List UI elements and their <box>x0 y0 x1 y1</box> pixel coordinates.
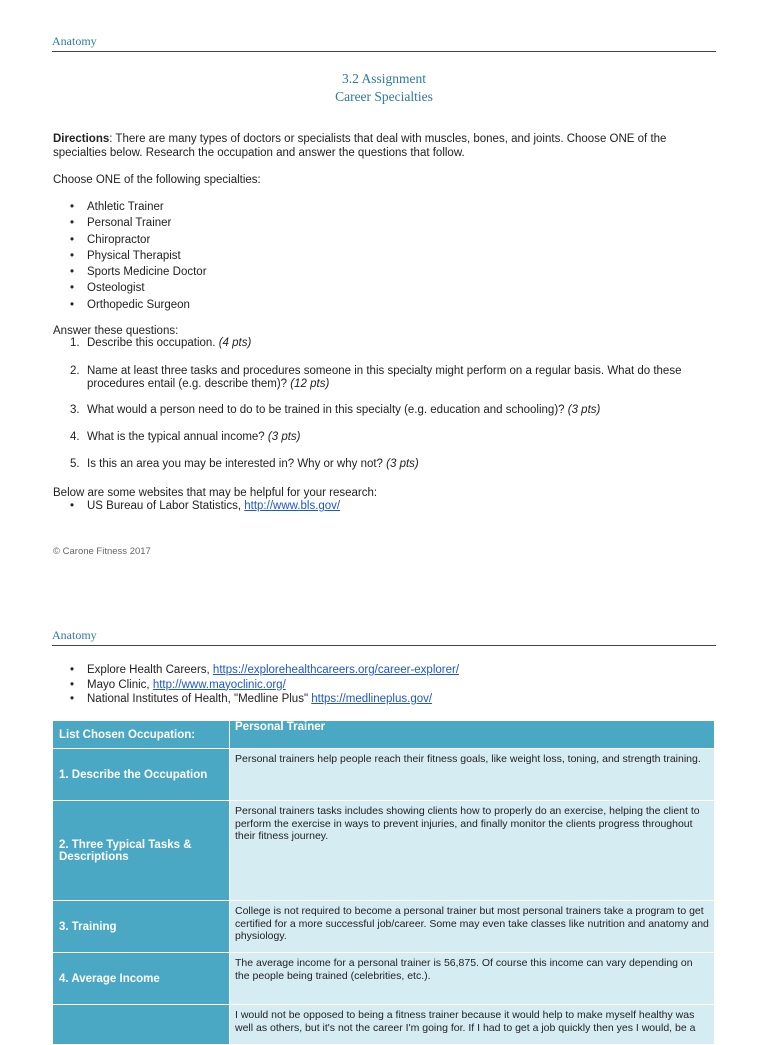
copyright: © Carone Fitness 2017 <box>53 546 151 557</box>
question-item: 4. What is the typical annual income? (3 pts) <box>70 431 301 443</box>
choose-intro: Choose ONE of the following specialties: <box>53 174 261 186</box>
websites-list-page2 <box>70 663 459 707</box>
table-label: 4. Average Income <box>53 953 230 1005</box>
assignment-number: 3.2 Assignment <box>341 71 426 86</box>
directions-text: : There are many types of doctors or specialists that deal with muscles, bones, and joints. Choose ONE of the specialties below. Research the occupation and answer the questions that follow. <box>53 133 667 159</box>
list-item: • Osteologist <box>70 282 145 295</box>
mayo-clinic-link[interactable]: http://www.mayoclinic.org/ <box>152 678 286 691</box>
table-label: 1. Describe the Occupation <box>53 749 230 801</box>
question-item: 1. Describe this occupation. (4 pts) <box>70 337 252 349</box>
list-item: • Mayo Clinic, http://www.mayoclinic.org/ <box>70 678 286 691</box>
table-value[interactable]: The average income for a personal trainer is 56,875. Of course this income can vary depending on the people being trained (celebrities, etc.). <box>230 953 715 1005</box>
table-value[interactable]: Personal trainers help people reach their fitness goals, like weight loss, toning, and strength training. <box>230 749 715 801</box>
table-label: 3. Training <box>53 901 230 953</box>
specialties-list <box>70 199 207 313</box>
list-item: • US Bureau of Labor Statistics, http://www.bls.gov/ <box>70 500 341 512</box>
header-subject: Anatomy <box>52 628 97 642</box>
websites-list-page1 <box>70 499 340 514</box>
question-item: 2. Name at least three tasks and procedures someone in this specialty might perform on a regular basis. What do these procedures entail (e.g. describe them)? (12 pts) <box>70 365 682 390</box>
table-row <box>53 801 715 901</box>
table-label: List Chosen Occupation: <box>53 721 230 749</box>
table-label: 2. Three Typical Tasks & Descriptions <box>53 801 230 901</box>
directions-label: Directions <box>53 133 110 145</box>
table-label <box>53 1005 230 1045</box>
list-item: • Physical Therapist <box>70 249 181 262</box>
title-block <box>0 70 768 106</box>
table-row <box>53 721 715 749</box>
question-item: 5. Is this an area you may be interested in? Why or why not? (3 pts) <box>70 458 419 470</box>
table-value[interactable]: Personal trainers tasks includes showing clients how to properly do an exercise, helping the client to perform the exercise in ways to prevent injuries, and finally monitor the clients progress throughout their fitness journey. <box>230 801 715 901</box>
websites-intro: Below are some websites that may be helpful for your research: <box>53 487 378 499</box>
page-header <box>52 626 716 646</box>
medline-plus-link[interactable]: https://medlineplus.gov/ <box>311 693 433 705</box>
bls-link[interactable]: http://www.bls.gov/ <box>244 500 341 512</box>
table-row <box>53 901 715 953</box>
table-value[interactable]: College is not required to become a personal trainer but most personal trainers take a program to get certified for a more successful job/career. Some may even take classes like nutrition and anatomy and physiology. <box>230 901 715 953</box>
header-subject: Anatomy <box>52 34 97 48</box>
list-item: • Sports Medicine Doctor <box>70 266 207 279</box>
list-item: • Chiropractor <box>70 233 151 246</box>
page-header <box>52 32 716 52</box>
list-item: • National Institutes of Health, "Medline Plus" https://medlineplus.gov/ <box>70 693 433 705</box>
table-value[interactable]: Personal Trainer <box>230 721 715 749</box>
answer-intro: Answer these questions: <box>53 325 179 337</box>
page-title: Career Specialties <box>335 89 433 104</box>
table-value[interactable]: I would not be opposed to being a fitness trainer because it would help to make myself healthy was well as others, but it's not the career I'm going for. If I had to get a job quickly then yes I would, be a <box>230 1005 715 1045</box>
list-item: • Personal Trainer <box>70 217 172 230</box>
question-item: 3. What would a person need to do to be trained in this specialty (e.g. education and schooling)? (3 pts) <box>70 404 601 416</box>
table-row <box>53 1005 715 1045</box>
table-row <box>53 749 715 801</box>
list-item: • Explore Health Careers, https://explorehealthcareers.org/career-explorer/ <box>70 664 460 676</box>
list-item: • Athletic Trainer <box>70 201 164 213</box>
directions-paragraph <box>53 132 713 160</box>
list-item: • Orthopedic Surgeon <box>70 298 190 311</box>
explore-health-careers-link[interactable]: https://explorehealthcareers.org/career-explorer/ <box>212 664 460 676</box>
occupation-table <box>52 720 715 1045</box>
table-row <box>53 953 715 1005</box>
